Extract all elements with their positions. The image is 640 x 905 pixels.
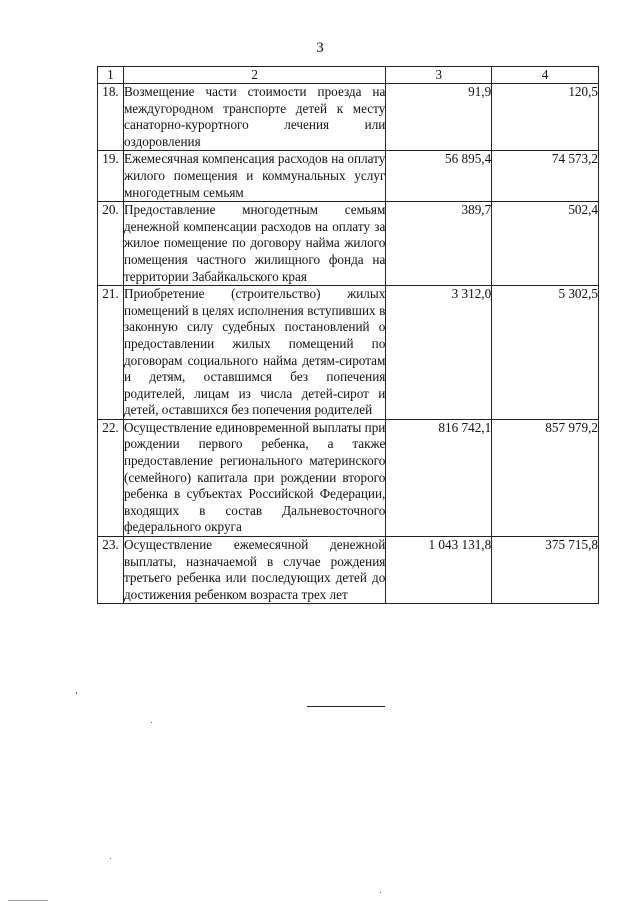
table-row — [98, 537, 599, 604]
row-number: 18. — [98, 84, 124, 151]
row-number: 19. — [98, 151, 124, 202]
row-value-col4: 74 573,2 — [492, 151, 599, 202]
row-value-col4: 375 715,8 — [492, 537, 599, 604]
row-value-col3: 1 043 131,8 — [386, 537, 492, 604]
row-value-col3: 56 895,4 — [386, 151, 492, 202]
column-header-3: 3 — [386, 67, 492, 84]
scan-speck — [151, 722, 152, 723]
column-header-4: 4 — [492, 67, 599, 84]
row-value-col4: 502,4 — [492, 202, 599, 286]
table-row — [98, 84, 599, 151]
row-value-col3: 816 742,1 — [386, 419, 492, 536]
row-description: Предоставление многодетным семьям денежной компенсации расходов на оплату за жилое помещение по договору найма жилого помещения частного жилищного фонда на территории Забайкальского края — [123, 202, 385, 286]
row-value-col4: 120,5 — [492, 84, 599, 151]
row-value-col4: 857 979,2 — [492, 419, 599, 536]
row-value-col3: 389,7 — [386, 202, 492, 286]
scan-speck — [76, 692, 77, 694]
table-row — [98, 419, 599, 536]
row-number: 22. — [98, 419, 124, 536]
end-of-document-rule — [307, 706, 385, 707]
row-number: 20. — [98, 202, 124, 286]
table-row — [98, 202, 599, 286]
row-value-col3: 3 312,0 — [386, 286, 492, 420]
table-header-row — [98, 67, 599, 84]
table-row — [98, 151, 599, 202]
row-description: Осуществление единовременной выплаты при рождении первого ребенка, а также предоставление регионального материнского (семейного) капитала при рождении второго ребенка в субъектах Российской Федерации, входящих в состав Дальневосточного федерального округа — [123, 419, 385, 536]
column-header-2: 2 — [123, 67, 385, 84]
row-value-col3: 91,9 — [386, 84, 492, 151]
column-header-1: 1 — [98, 67, 124, 84]
row-number: 21. — [98, 286, 124, 420]
budget-table — [97, 66, 599, 604]
row-description: Возмещение части стоимости проезда на междугородном транспорте детей к месту санаторно-курортного лечения или оздоровления — [123, 84, 385, 151]
scan-speck — [8, 900, 48, 901]
page-number: 3 — [316, 40, 324, 56]
row-value-col4: 5 302,5 — [492, 286, 599, 420]
row-number: 23. — [98, 537, 124, 604]
scan-speck — [380, 892, 381, 893]
table-row — [98, 286, 599, 420]
row-description: Осуществление ежемесячной денежной выплаты, назначаемой в случае рождения третьего ребенка или последующих детей до достижения ребенком возраста трех лет — [123, 537, 385, 604]
scan-speck — [110, 858, 111, 859]
row-description: Ежемесячная компенсация расходов на оплату жилого помещения и коммунальных услуг многодетным семьям — [123, 151, 385, 202]
row-description: Приобретение (строительство) жилых помещений в целях исполнения вступивших в законную силу судебных постановлений о предоставлении жилых помещений по договорам социального найма детям-сиротам и детям, оставшимся без попечения родителей, лицам из числа детей-сирот и детей, оставшихся без попечения родителей — [123, 286, 385, 420]
